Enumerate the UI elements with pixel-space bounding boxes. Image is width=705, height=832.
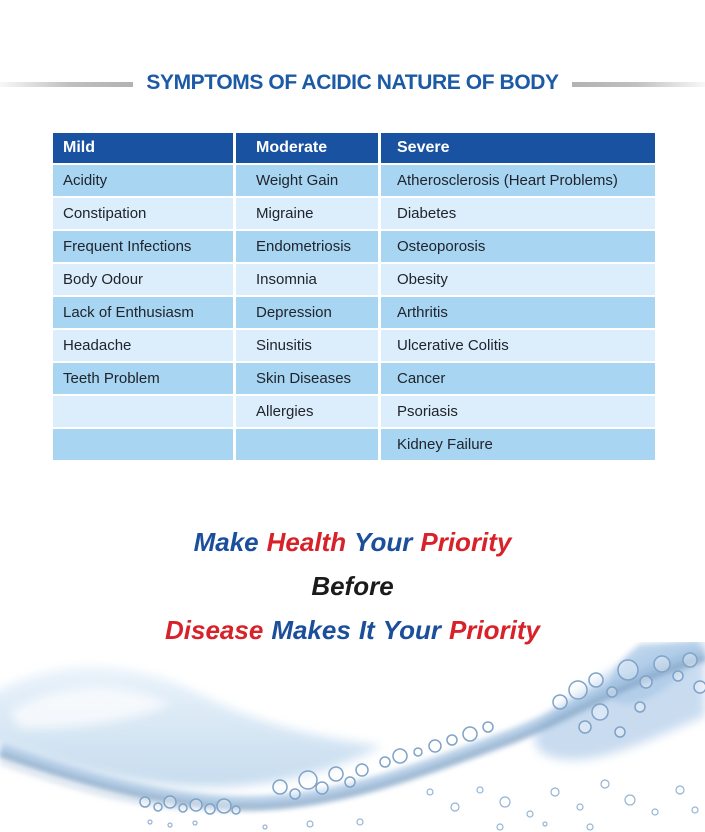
- table-cell: Sinusitis: [236, 330, 378, 361]
- table-cell: Weight Gain: [236, 165, 378, 196]
- table-cell: Kidney Failure: [381, 429, 655, 460]
- table-cell: Frequent Infections: [53, 231, 233, 262]
- tagline-line-1: [0, 528, 705, 556]
- page-title: SYMPTOMS OF ACIDIC NATURE OF BODY: [146, 71, 559, 94]
- table-cell: Cancer: [381, 363, 655, 394]
- table-cell: Body Odour: [53, 264, 233, 295]
- table-cell: [53, 396, 233, 427]
- tagline-word: Priority: [420, 527, 512, 557]
- table-cell: Skin Diseases: [236, 363, 378, 394]
- column-header-mild: Mild: [53, 133, 233, 163]
- table-cell: Diabetes: [381, 198, 655, 229]
- tagline-word: Make: [193, 527, 259, 557]
- tagline-word: Your: [354, 527, 413, 557]
- table-cell: [236, 429, 378, 460]
- table-cell: Headache: [53, 330, 233, 361]
- table-cell: Obesity: [381, 264, 655, 295]
- column-header-severe: Severe: [381, 133, 655, 163]
- table-cell: Acidity: [53, 165, 233, 196]
- symptoms-table: [53, 133, 655, 460]
- tagline-line-2: [0, 572, 705, 600]
- tagline-word: Your: [382, 615, 441, 645]
- table-cell: Endometriosis: [236, 231, 378, 262]
- tagline-word: It: [358, 615, 375, 645]
- column-header-moderate: Moderate: [236, 133, 378, 163]
- table-cell: Osteoporosis: [381, 231, 655, 262]
- page-header: [0, 71, 705, 95]
- table-cell: Insomnia: [236, 264, 378, 295]
- table-cell: Constipation: [53, 198, 233, 229]
- table-cell: Ulcerative Colitis: [381, 330, 655, 361]
- tagline-word: Before: [311, 571, 394, 601]
- tagline-word: Disease: [165, 615, 264, 645]
- table-cell: Depression: [236, 297, 378, 328]
- water-splash-image: [0, 642, 705, 832]
- tagline: [0, 528, 705, 660]
- table-cell: Psoriasis: [381, 396, 655, 427]
- table-cell: Lack of Enthusiasm: [53, 297, 233, 328]
- table-cell: Migraine: [236, 198, 378, 229]
- table-cell: [53, 429, 233, 460]
- table-cell: Teeth Problem: [53, 363, 233, 394]
- table-cell: Allergies: [236, 396, 378, 427]
- title-rule-left: [0, 82, 133, 87]
- title-rule-right: [572, 82, 705, 87]
- tagline-word: Health: [266, 527, 347, 557]
- tagline-word: Priority: [448, 615, 540, 645]
- table-cell: Atherosclerosis (Heart Problems): [381, 165, 655, 196]
- tagline-word: Makes: [271, 615, 351, 645]
- tagline-line-3: [0, 616, 705, 644]
- table-cell: Arthritis: [381, 297, 655, 328]
